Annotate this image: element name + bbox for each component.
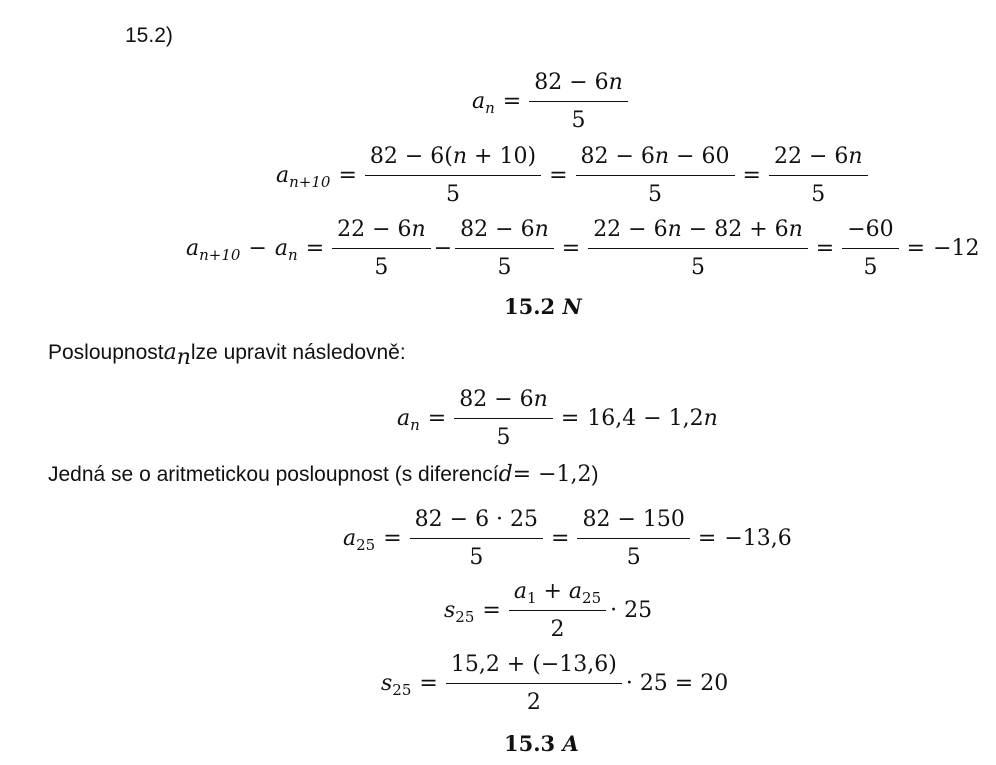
fraction: $\frac{82 - 6 \cdot 25}{5}$ bbox=[410, 508, 543, 569]
equation-an-plus-10: a n+10 = $\frac{82 - 6(n + 10)}{5}$ = $\frac{82 - 6n - 60}{5}$ = $\frac{22 - 6n}{5}$ bbox=[276, 145, 868, 206]
fraction: $\frac{82 - 6n}{5}$ bbox=[455, 218, 554, 279]
fraction: $\frac{-60}{5}$ bbox=[842, 218, 898, 279]
fraction: $\frac{22 - 6n}{5}$ bbox=[332, 218, 431, 279]
fraction: $\frac{15,2 + (-13,6)}{2}$ bbox=[446, 653, 622, 714]
fraction: $\frac{22 - 6n - 82 + 6n}{5}$ bbox=[588, 218, 808, 279]
problem-label: 15.2) bbox=[125, 24, 173, 47]
fraction: $\frac{a_1 + a_{25}}{2}$ bbox=[509, 580, 606, 641]
equation-result: −13,6 bbox=[724, 525, 792, 551]
explanation-text: Jedná se o aritmetickou posloupnost (s diferencí d = −1,2 ) bbox=[48, 462, 599, 487]
equation-an-definition: a n = $\frac{82 - 6n}{5}$ bbox=[472, 71, 628, 132]
fraction: $\frac{82 - 6(n + 10)}{5}$ bbox=[365, 145, 541, 206]
equation-result: −12 bbox=[933, 235, 980, 261]
equation-s25-formula: s 25 = $\frac{a_1 + a_{25}}{2}$ · 25 bbox=[444, 579, 653, 643]
equation-an-linear: a n = $\frac{82 - 6n}{5}$ = 16,4 − 1,2 n bbox=[397, 387, 718, 451]
explanation-text: Posloupnost a n lze upravit následovně: bbox=[48, 340, 406, 370]
equation-a25: a 25 = $\frac{82 - 6 \cdot 25}{5}$ = $\frac{82 - 150}{5}$ = −13,6 bbox=[343, 507, 792, 571]
fraction: $\frac{82 - 6n}{5}$ bbox=[529, 71, 628, 132]
fraction: $\frac{82 - 150}{5}$ bbox=[577, 508, 689, 569]
fraction: $\frac{22 - 6n}{5}$ bbox=[769, 145, 868, 206]
answer-label: 15.3 A bbox=[504, 731, 579, 756]
equation-s25-value: s 25 = $\frac{15,2 + (-13,6)}{2}$ · 25 = 20 bbox=[381, 652, 729, 716]
fraction: $\frac{82 - 6n - 60}{5}$ bbox=[576, 145, 735, 206]
answer-label: 15.2 N bbox=[504, 294, 582, 319]
equation-difference: a n+10 − a n = $\frac{22 - 6n}{5}$ − $\frac{82 - 6n}{5}$ = $\frac{22 - 6n - 82 + 6n}{5}$ = $\frac{-60}{5}$ = −12 bbox=[186, 217, 980, 281]
fraction: $\frac{82 - 6n}{5}$ bbox=[454, 388, 553, 449]
